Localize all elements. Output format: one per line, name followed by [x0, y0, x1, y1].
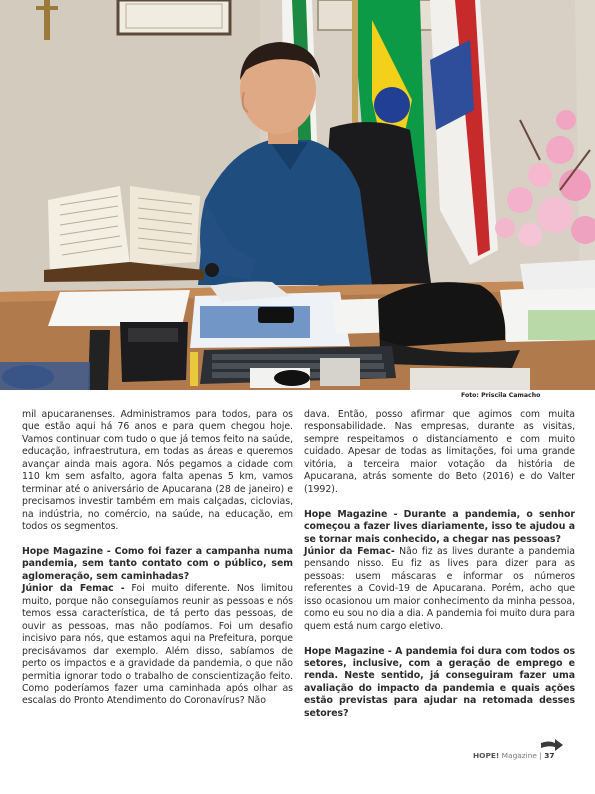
interview-answer: Júnior da Femac- Não fiz as lives durante a pandemia pensando nisso. Eu fiz as lives para dizer para as pessoas: usem máscaras e informar os números referentes a Covid-19 de Apucarana. Porém, acho que isso ocasionou um maior conhecimento da minha pessoa, como eu sou no dia a dia. A pandemia foi muito dura para quem está num cargo eletivo. — [304, 545, 575, 632]
speaker-name: Júnior da Femac - — [22, 583, 125, 595]
page-number: 37 — [544, 751, 555, 760]
photo-credit: Foto: Priscila Camacho — [461, 392, 541, 399]
interview-answer: Júnior da Femac - Foi muito diferente. Nos limitou muito, porque não conseguíamos reunir as pessoas e nós temos essa característica, de tá perto das pessoas, de ouvir as pessoas, mas não podíamos. Foi um desafio incisivo para nós, que estamos aqui na Prefeitura, porque precisávamos dar exemplo. Além disso, sabíamos de perto os impactos e a gravidade da pandemia, o que não permitia ignorar todo o trabalho de conscientização feito. Como poderíamos fazer uma caminhada após olhar as escalas do Pronto Atendimento do Coronavírus? Não — [22, 583, 293, 707]
magazine-label: Magazine — [501, 751, 537, 760]
interview-question: Hope Magazine - A pandemia foi dura com todos os setores, inclusive, com a geração de emprego e renda. Neste sentido, já conseguiram fazer uma avaliação do impacto da pandemia e quais ações estão previstas para ajudar na retomada desses setores? — [304, 645, 575, 719]
folio-separator: | — [539, 751, 542, 760]
page-folio — [473, 751, 554, 760]
article-column-right — [304, 409, 575, 720]
article-column-left — [22, 409, 293, 708]
interview-question: Hope Magazine - Durante a pandemia, o senhor começou a fazer lives diariamente, isso te ajudou a se tornar mais conhecido, a chegar nas pessoas? — [304, 508, 575, 545]
article-photo — [0, 0, 595, 390]
paragraph: mil apucaranenses. Administramos para todos, para os que estão aqui há 76 anos e para quem chegou hoje. Vamos continuar com tudo o que já temos feito na saúde, educação, infraestrutura, em todas as áreas e queremos avançar ainda mais agora. Nós pegamos a cidade com 110 km sem asfalto, agora falta apenas 5 km, vamos terminar até o aniversário de Apucarana (28 de janeiro) e precisamos investir também em mais calçadas, ciclovias, na indústria, no comércio, na saúde, na educação, em todos os segmentos. — [22, 409, 293, 533]
magazine-brand: HOPE! — [473, 751, 500, 760]
speaker-name: Júnior da Femac- — [304, 545, 395, 557]
interview-question: Hope Magazine - Como foi fazer a campanha numa pandemia, sem tanto contato com o público, sem aglomeração, sem caminhadas? — [22, 545, 293, 582]
paragraph: dava. Então, posso afirmar que agimos com muita responsabilidade. Nas empresas, durante as visitas, sempre respeitamos o distanciamento e com muito cuidado. Apesar de todas as limitações, foi uma grande vitória, a terceira maior votação da história de Apucarana, atrás somente do Beto (2016) e do Valter (1992). — [304, 409, 575, 495]
